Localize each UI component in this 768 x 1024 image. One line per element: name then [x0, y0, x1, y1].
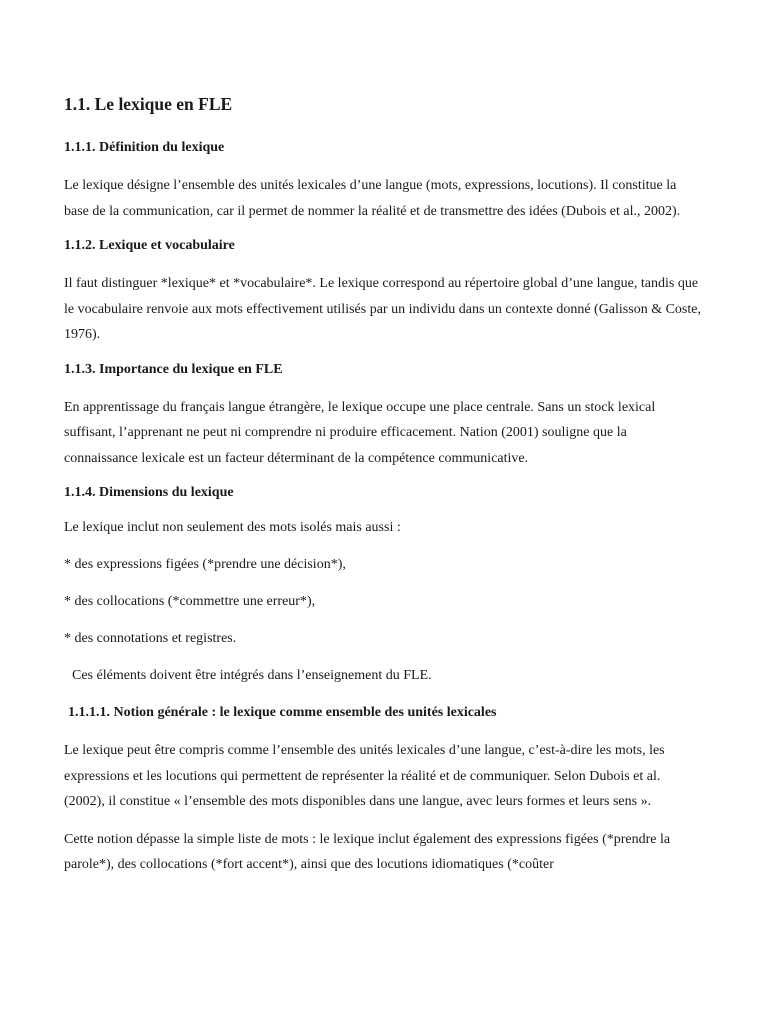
- paragraph-notion-generale: Le lexique peut être compris comme l’ensemble des unités lexicales d’une langue, c’est-à-dire les mots, les expressions et les locutions qui permettent de représenter la réalité et de communiquer. Selon Dubois et al. (2002), il constitue « l’ensemble des mots disponibles dans une langue, avec leurs formes et leurs sens ».: [64, 743, 665, 809]
- heading-definition: 1.1.1. Définition du lexique: [64, 140, 225, 155]
- paragraph-dimensions-intro: Le lexique inclut non seulement des mots isolés mais aussi :: [64, 520, 401, 535]
- heading-importance: 1.1.3. Importance du lexique en FLE: [64, 361, 283, 377]
- heading-notion-generale: 1.1.1.1. Notion générale : le lexique comme ensemble des unités lexicales: [68, 705, 497, 720]
- heading-lexique-vocabulaire: 1.1.2. Lexique et vocabulaire: [64, 238, 235, 253]
- paragraph-lexique-vocabulaire: Il faut distinguer *lexique* et *vocabulaire*. Le lexique correspond au répertoire global d’une langue, tandis que le vocabulaire renvoie aux mots effectivement utilisés par un individu dans un contexte donné (Galisson & Coste, 1976).: [64, 276, 701, 342]
- list-item: * des connotations et registres.: [64, 631, 237, 646]
- document-page: [64, 92, 704, 890]
- paragraph-notion-depasse: Cette notion dépasse la simple liste de mots : le lexique inclut également des expressions figées (*prendre la parole*), des collocations (*fort accent*), ainsi que des locutions idiomatiques (*coûter: [64, 831, 671, 872]
- paragraph-definition: Le lexique désigne l’ensemble des unités lexicales d’une langue (mots, expressions, locutions). Il constitue la base de la communication, car il permet de nommer la réalité et de transmettre des idées (Dubois et al., 2002).: [64, 178, 681, 219]
- paragraph-importance: En apprentissage du français langue étrangère, le lexique occupe une place centrale. Sans un stock lexical suffisant, l’apprenant ne peut ni comprendre ni produire efficacement. Nation (2001) souligne que la connaissance lexicale est un facteur déterminant de la compétence communicative.: [64, 399, 656, 466]
- list-item: * des expressions figées (*prendre une décision*),: [64, 557, 346, 572]
- paragraph-dimensions-outro: Ces éléments doivent être intégrés dans l’enseignement du FLE.: [72, 668, 432, 683]
- list-item: * des collocations (*commettre une erreur*),: [64, 594, 316, 609]
- section-title: 1.1. Le lexique en FLE: [64, 94, 233, 114]
- heading-dimensions: 1.1.4. Dimensions du lexique: [64, 485, 234, 500]
